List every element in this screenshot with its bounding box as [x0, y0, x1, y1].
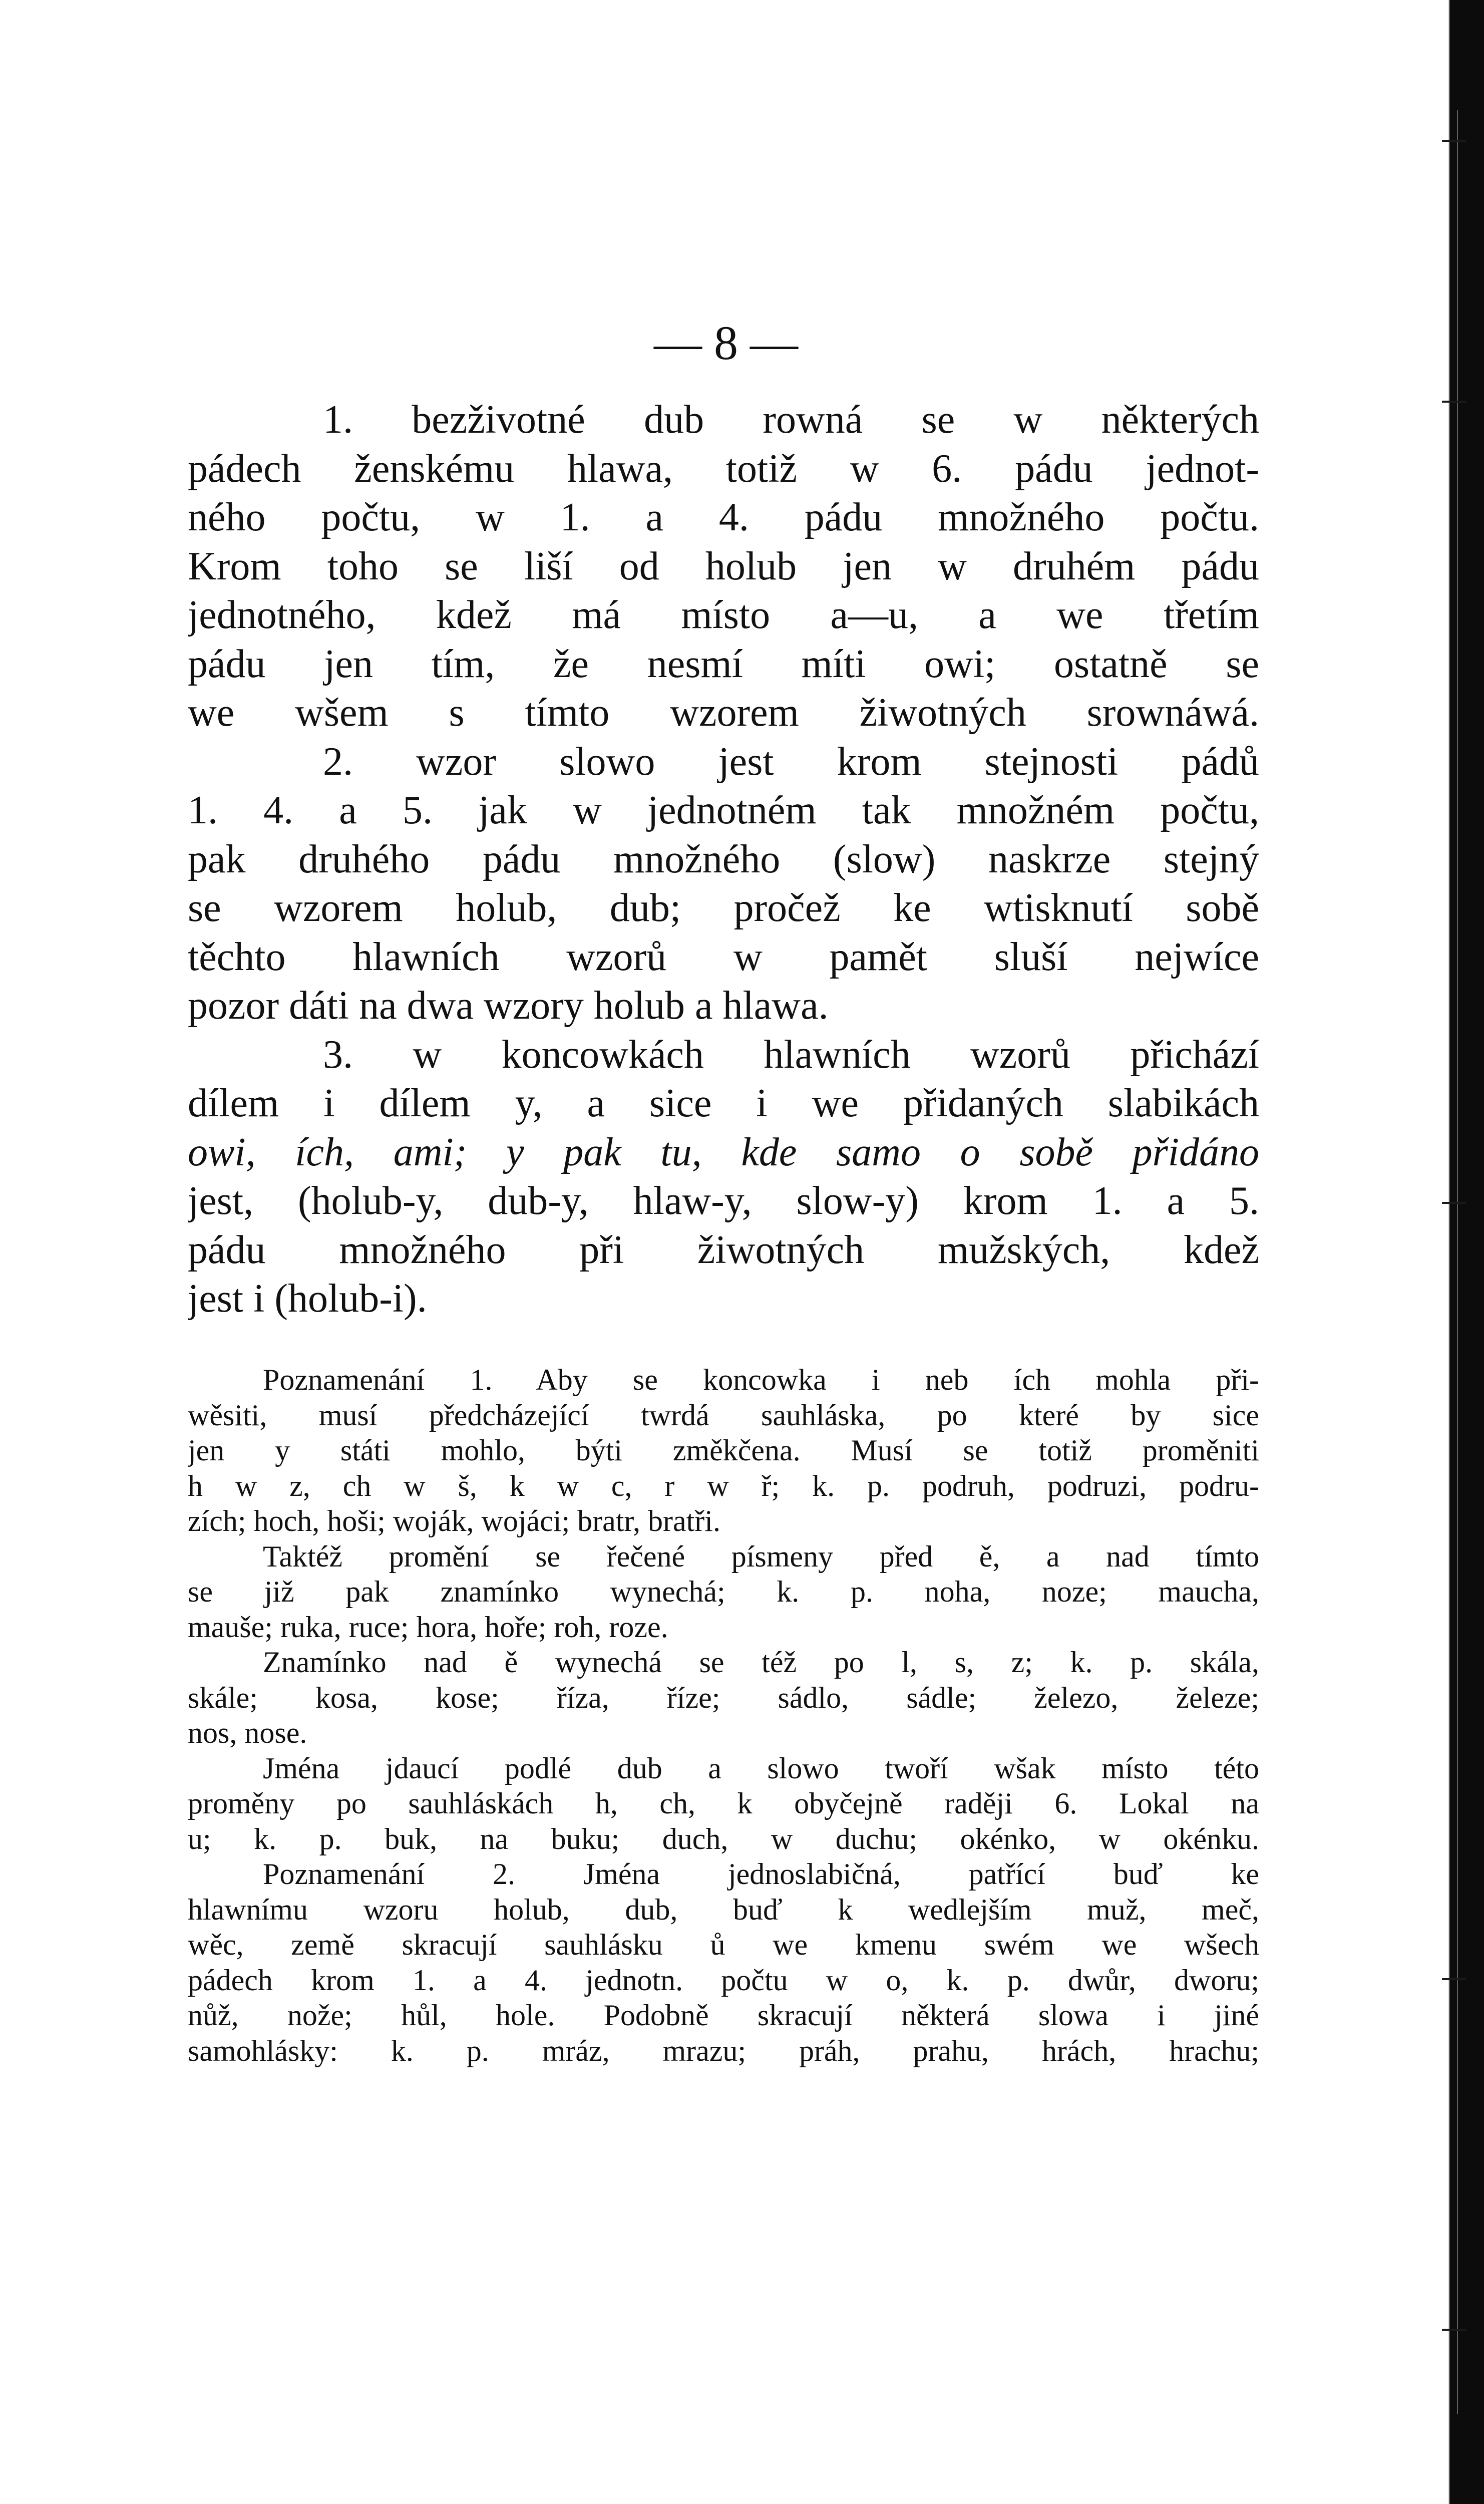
- note-line: nos, nose.: [188, 1716, 307, 1749]
- text-line: pádech ženskému hlawa, totiž w 6. pádu jednot-: [188, 446, 1259, 491]
- text-line: jest i (holub-i).: [188, 1277, 427, 1321]
- binding-gutter: [1449, 0, 1484, 2504]
- note-line: wěsiti, musí předcházející twrdá sauhláska, po které by sice: [188, 1398, 1259, 1432]
- note-line: pádech krom 1. a 4. jednotn. počtu w o, k. p. dwůr, dworu;: [188, 1963, 1259, 1997]
- main-text: [188, 396, 1259, 1324]
- text-line: pádu množného při žiwotných mužských, kdež: [188, 1227, 1259, 1272]
- text-line: se wzorem holub, dub; pročež ke wtisknutí sobě: [188, 886, 1259, 930]
- note-line: Znamínko nad ě wynechá se též po l, s, z; k. p. skála,: [263, 1646, 1259, 1679]
- text-line: 2. wzor slowo jest krom stejnosti pádů: [323, 739, 1259, 784]
- note-line: zích; hoch, hoši; woják, wojáci; bratr, bratři.: [188, 1504, 720, 1537]
- text-line: pak druhého pádu množného (slow) naskrze stejný: [188, 837, 1259, 881]
- note-line: samohlásky: k. p. mráz, mrazu; práh, prahu, hrách, hrachu;: [188, 2034, 1259, 2067]
- text-line: těchto hlawních wzorů w pamět sluší nejwíce: [188, 934, 1259, 979]
- note-line: h w z, ch w š, k w c, r w ř; k. p. podruh, podruzi, podru-: [188, 1469, 1259, 1502]
- note-line: Jména jdaucí podlé dub a slowo twoří wšak místo této: [263, 1751, 1259, 1785]
- note-line: jen y státi mohlo, býti změkčena. Musí se totiž proměniti: [188, 1434, 1259, 1467]
- text-line: owi, ích, ami; y pak tu, kde samo o sobě přidáno: [188, 1130, 1259, 1174]
- text-line: dílem i dílem y, a sice i we přidaných slabikách: [188, 1081, 1259, 1125]
- footnotes: [188, 1362, 1259, 2068]
- binding-stitch: [1442, 1202, 1466, 1204]
- binding-stitch: [1442, 2329, 1466, 2331]
- note-line: u; k. p. buk, na buku; duch, w duchu; okénko, w okénku.: [188, 1822, 1259, 1855]
- binding-thread: [1457, 110, 1458, 2414]
- text-line: jednotného, kdež má místo a—u, a we třetím: [188, 593, 1259, 637]
- text-line: 3. w koncowkách hlawních wzorů přichází: [323, 1032, 1259, 1077]
- text-line: Krom toho se liší od holub jen w druhém pádu: [188, 544, 1259, 588]
- note-line: se již pak znamínko wynechá; k. p. noha, noze; maucha,: [188, 1575, 1259, 1608]
- note-line: nůž, nože; hůl, hole. Podobně skracují některá slowa i jiné: [188, 1999, 1259, 2032]
- page-number: — 8 —: [654, 316, 798, 370]
- note-line: proměny po sauhláskách h, ch, k obyčejně raději 6. Lokal na: [188, 1787, 1259, 1820]
- text-line: pádu jen tím, že nesmí míti owi; ostatně se: [188, 642, 1259, 686]
- note-line: skále; kosa, kose; říza, říze; sádlo, sádle; železo, železe;: [188, 1681, 1259, 1714]
- binding-stitch: [1442, 401, 1466, 403]
- note-line: mauše; ruka, ruce; hora, hoře; roh, roze.: [188, 1610, 668, 1644]
- text-line: jest, (holub-y, dub-y, hlaw-y, slow-y) krom 1. a 5.: [188, 1179, 1259, 1223]
- binding-stitch: [1442, 140, 1466, 142]
- binding-stitch: [1442, 1978, 1466, 1980]
- text-line: we wšem s tímto wzorem žiwotných srownáwá.: [188, 691, 1259, 735]
- note-line: Poznamenání 1. Aby se koncowka i neb ích mohla při-: [263, 1363, 1259, 1396]
- text-line: ného počtu, w 1. a 4. pádu množného počtu.: [188, 495, 1259, 539]
- note-line: wěc, země skracují sauhlásku ů we kmenu swém we wšech: [188, 1928, 1259, 1961]
- note-line: Taktéž promění se řečené písmeny před ě, a nad tímto: [263, 1539, 1259, 1573]
- note-line: Poznamenání 2. Jména jednoslabičná, patřící buď ke: [263, 1857, 1259, 1891]
- note-line: hlawnímu wzoru holub, dub, buď k wedlejším muž, meč,: [188, 1893, 1259, 1926]
- text-line: 1. bezživotné dub rowná se w některých: [323, 398, 1259, 442]
- text-line: pozor dáti na dwa wzory holub a hlawa.: [188, 984, 829, 1028]
- text-line: 1. 4. a 5. jak w jednotném tak množném počtu,: [188, 788, 1259, 832]
